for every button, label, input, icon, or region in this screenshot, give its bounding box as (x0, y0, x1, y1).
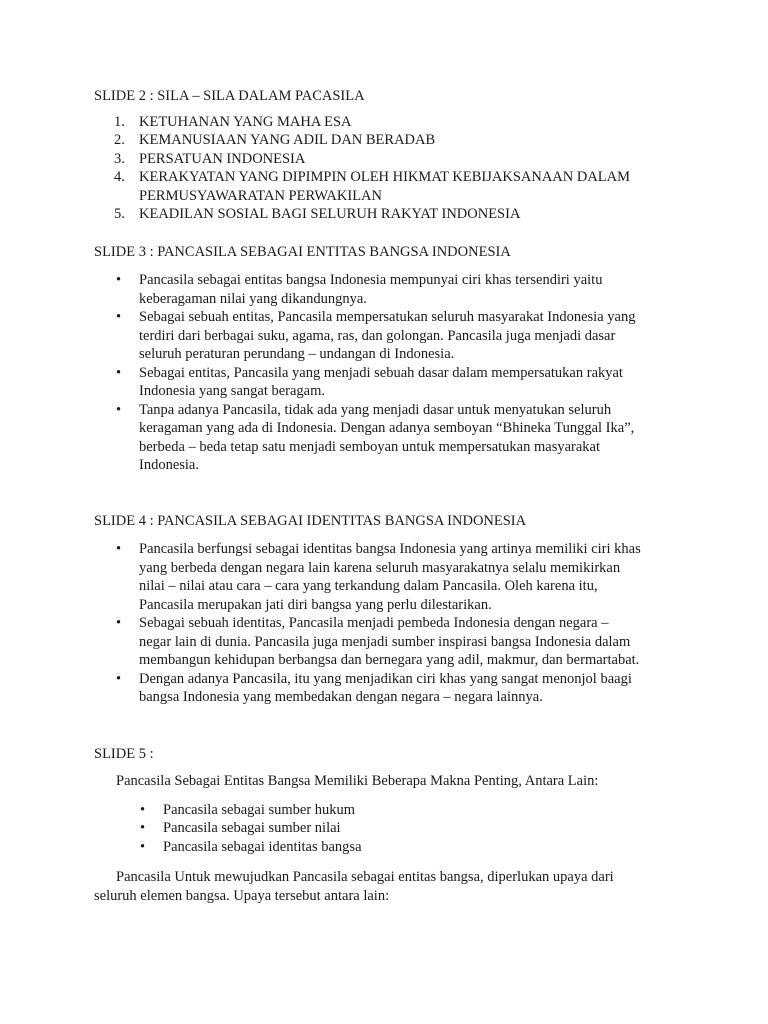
list-number: 4. (114, 169, 125, 185)
list-item (94, 540, 708, 614)
slide-5-closing-paragraph (94, 868, 708, 905)
slide-5-heading: SLIDE 5 : (94, 745, 154, 762)
list-item-text-line: membangun kehidupan berbangsa dan bernegara yang adil, makmur, dan bermartabat. (139, 652, 640, 668)
list-item-text-line: keragaman yang ada di Indonesia. Dengan adanya semboyan “Bhineka Tunggal Ika”, (139, 420, 635, 436)
bullet-icon: • (116, 364, 122, 381)
list-item-text-line: Pancasila Untuk mewujudkan Pancasila sebagai entitas bangsa, diperlukan upaya dari (116, 869, 614, 885)
list-item-text-line: Sebagai sebuah entitas, Pancasila mempersatukan seluruh masyarakat Indonesia yang (139, 309, 636, 325)
list-item-text-line: Indonesia yang sangat beragam. (139, 383, 326, 399)
list-item-text: Pancasila sebagai identitas bangsa (163, 838, 362, 855)
list-number: 5. (114, 206, 125, 222)
list-item-text-line: seluruh peraturan perundang – undangan di Indonesia. (139, 346, 455, 362)
list-item-text-line: seluruh elemen bangsa. Upaya tersebut antara lain: (94, 887, 390, 904)
list-item (94, 819, 708, 838)
bullet-icon: • (140, 801, 146, 818)
slide-3-section (94, 243, 708, 475)
bullet-icon: • (116, 670, 122, 687)
list-number: 2. (114, 132, 125, 148)
list-item (94, 131, 708, 150)
list-item (94, 801, 708, 820)
list-item-text-line: KEMANUSIAAN YANG ADIL DAN BERADAB (139, 132, 436, 148)
list-item-text-line: Indonesia. (139, 457, 199, 473)
makna-bullet-list (94, 801, 708, 857)
slide-5-section (94, 745, 708, 906)
list-item (94, 614, 708, 670)
list-item-text-line: Sebagai entitas, Pancasila yang menjadi sebuah dasar dalam mempersatukan rakyat (139, 364, 623, 381)
list-item-text-line: Dengan adanya Pancasila, itu yang menjadikan ciri khas yang sangat menonjol baagi (139, 670, 632, 687)
bullet-icon: • (116, 401, 122, 418)
bullet-icon: • (116, 541, 122, 557)
list-item-text-line: Sebagai sebuah identitas, Pancasila menjadi pembeda Indonesia dengan negara – (139, 615, 609, 631)
list-item-text-line: Pancasila berfungsi sebagai identitas bangsa Indonesia yang artinya memiliki ciri khas (139, 541, 641, 557)
list-item-text-line: keberagaman nilai yang dikandungnya. (139, 290, 367, 307)
bullet-icon: • (116, 272, 122, 288)
slide-2-section (94, 87, 708, 224)
list-item (94, 401, 708, 475)
list-item-text-line: Pancasila merupakan jati diri bangsa yang perlu dilestarikan. (139, 596, 492, 613)
list-item (94, 670, 708, 707)
list-item (94, 364, 708, 401)
list-item-text-line: Tanpa adanya Pancasila, tidak ada yang menjadi dasar untuk menyatukan seluruh (139, 401, 612, 418)
identitas-bullet-list (94, 540, 708, 707)
list-item-text-line: negar lain di dunia. Pancasila juga menjadi sumber inspirasi bangsa Indonesia dalam (139, 633, 631, 650)
list-item (94, 168, 708, 205)
slide-4-heading: SLIDE 4 : PANCASILA SEBAGAI IDENTITAS BANGSA INDONESIA (94, 512, 527, 529)
list-item-text-line: nilai – nilai atau cara – cara yang terkandung dalam Pancasila. Oleh karena itu, (139, 578, 598, 594)
entitas-bullet-list (94, 271, 708, 475)
list-item (94, 150, 708, 169)
slide-3-heading: SLIDE 3 : PANCASILA SEBAGAI ENTITAS BANGSA INDONESIA (94, 243, 511, 260)
list-number: 3. (114, 150, 125, 167)
list-item-text-line: PERMUSYAWARATAN PERWAKILAN (139, 187, 382, 204)
list-item-text-line: KETUHANAN YANG MAHA ESA (139, 113, 352, 130)
bullet-icon: • (140, 820, 146, 836)
list-item (94, 113, 708, 132)
list-item-text: Pancasila sebagai sumber hukum (163, 801, 356, 818)
slide-2-heading: SLIDE 2 : SILA – SILA DALAM PACASILA (94, 88, 365, 104)
list-item-text-line: bangsa Indonesia yang membedakan dengan negara – negara lainnya. (139, 689, 543, 705)
bullet-icon: • (140, 838, 146, 855)
list-item-text-line: PERSATUAN INDONESIA (139, 150, 306, 167)
sila-list (94, 113, 708, 224)
list-item (94, 271, 708, 308)
list-item-text: Pancasila sebagai sumber nilai (163, 820, 341, 836)
list-item-text-line: terdiri dari berbagai suku, agama, ras, dan golongan. Pancasila juga menjadi dasar (139, 327, 616, 344)
list-item (94, 838, 708, 857)
list-item-text-line: KERAKYATAN YANG DIPIMPIN OLEH HIKMAT KEBIJAKSANAAN DALAM (139, 169, 631, 185)
list-item-text-line: yang berbeda dengan negara lain karena seluruh masyarakatnya selalu memikirkan (139, 559, 621, 576)
list-item-text-line: Pancasila sebagai entitas bangsa Indonesia mempunyai ciri khas tersendiri yaitu (139, 272, 603, 288)
slide-5-intro: Pancasila Sebagai Entitas Bangsa Memiliki Beberapa Makna Penting, Antara Lain: (116, 773, 599, 789)
bullet-icon: • (116, 615, 122, 631)
list-item (94, 308, 708, 364)
list-item-text-line: KEADILAN SOSIAL BAGI SELURUH RAKYAT INDONESIA (139, 206, 521, 222)
bullet-icon: • (116, 309, 122, 325)
list-item (94, 205, 708, 224)
slide-4-section (94, 512, 708, 707)
list-item-text-line: berbeda – beda tetap satu menjadi semboyan untuk mempersatukan masyarakat (139, 438, 601, 455)
list-number: 1. (114, 113, 125, 130)
